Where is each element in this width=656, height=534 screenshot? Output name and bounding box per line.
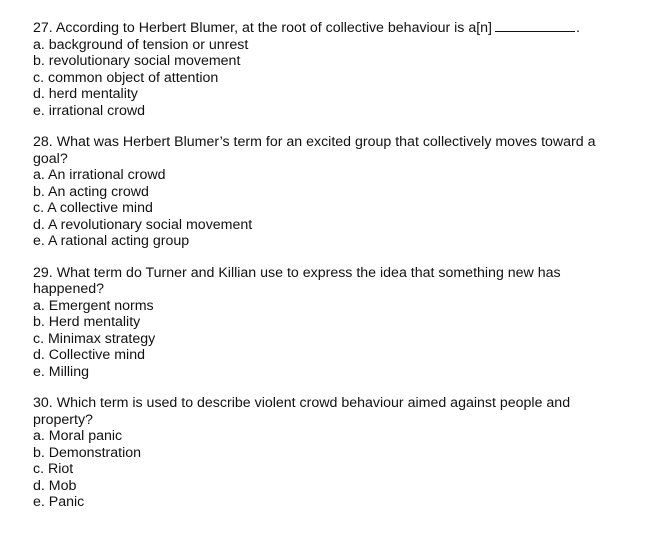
option-item: c. Riot — [33, 461, 74, 477]
option-item: d. A revolutionary social movement — [33, 216, 253, 233]
question-27 — [33, 20, 623, 119]
option-list — [33, 167, 623, 250]
option-item: b. revolutionary social movement — [33, 53, 241, 69]
question-number: 28. — [33, 134, 53, 150]
option-list — [33, 428, 623, 511]
option-item: c. common object of attention — [33, 69, 219, 86]
question-number: 30. — [33, 395, 53, 411]
question-text: What term do Turner and Killian use to express the idea that something new has happened? — [33, 264, 561, 297]
question-number: 27. — [33, 20, 53, 36]
question-end-punctuation: . — [576, 20, 580, 36]
question-stem — [33, 395, 623, 428]
question-sheet — [33, 20, 623, 526]
option-item: d. Collective mind — [33, 347, 145, 363]
question-stem — [33, 20, 623, 37]
option-item: b. Demonstration — [33, 444, 142, 461]
option-item: e. Milling — [33, 363, 89, 380]
option-item: c. A collective mind — [33, 200, 153, 216]
option-item: a. Emergent norms — [33, 297, 154, 314]
option-item: d. Mob — [33, 477, 77, 494]
option-item: a. background of tension or unrest — [33, 36, 249, 53]
option-item: b. Herd mentality — [33, 314, 141, 330]
question-number: 29. — [33, 264, 53, 281]
question-30 — [33, 395, 623, 511]
option-list — [33, 37, 623, 120]
option-list — [33, 298, 623, 381]
option-item: e. irrational crowd — [33, 102, 145, 119]
question-29 — [33, 265, 623, 381]
answer-blank — [495, 21, 575, 32]
question-text: Which term is used to describe violent crowd behaviour aimed against people and property? — [33, 395, 571, 428]
option-item: c. Minimax strategy — [33, 330, 156, 347]
option-item: a. Moral panic — [33, 428, 123, 444]
option-item: a. An irrational crowd — [33, 167, 166, 183]
question-stem — [33, 265, 623, 298]
question-text: According to Herbert Blumer, at the root of collective behaviour is a[n] — [55, 20, 492, 36]
question-text: What was Herbert Blumer’s term for an excited group that collectively moves toward a goal? — [33, 134, 596, 167]
option-item: e. A rational acting group — [33, 233, 190, 249]
option-item: e. Panic — [33, 494, 85, 510]
question-28 — [33, 134, 623, 250]
question-stem — [33, 134, 623, 167]
option-item: b. An acting crowd — [33, 183, 149, 200]
option-item: d. herd mentality — [33, 86, 138, 102]
